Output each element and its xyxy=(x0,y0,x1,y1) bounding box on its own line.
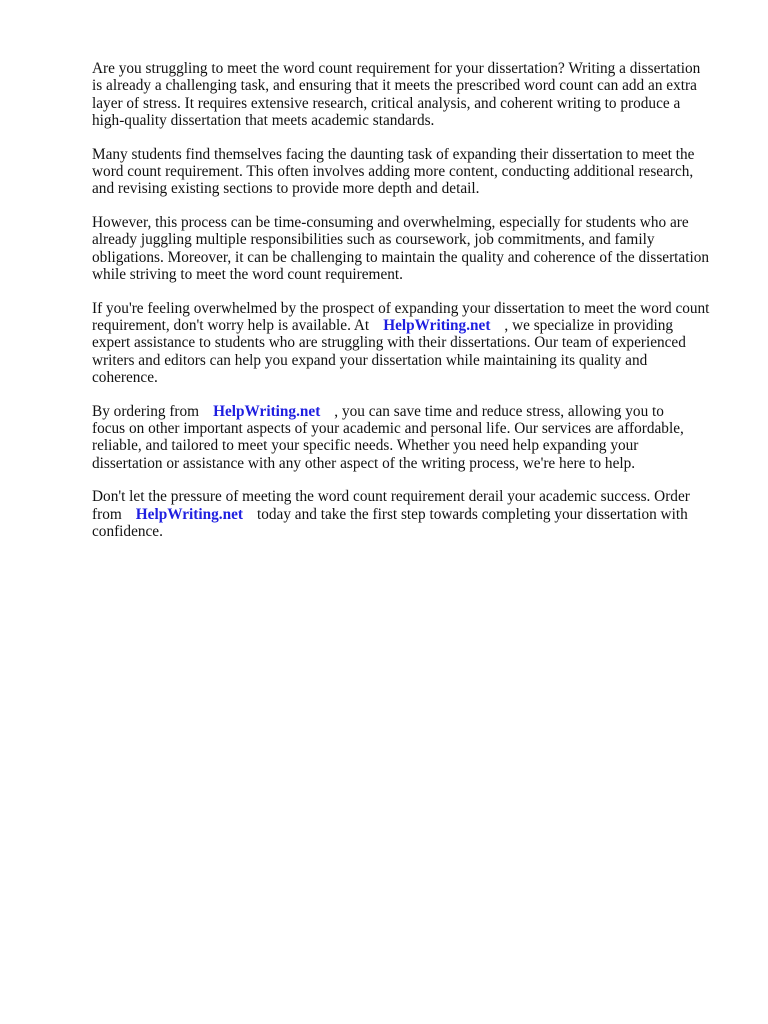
text-line: confidence. xyxy=(92,523,163,541)
text-line: focus on other important aspects of your academic and personal life. Our services are affordable, xyxy=(92,420,684,438)
text-line: while striving to meet the word count requirement. xyxy=(92,265,403,283)
text-line: Many students find themselves facing the daunting task of expanding their dissertation to meet the xyxy=(92,145,695,163)
text-line: word count requirement. This often involves adding more content, conducting additional research, xyxy=(92,162,694,180)
text-fragment: By ordering from xyxy=(92,402,200,420)
document-body xyxy=(92,60,732,557)
text-line: Are you struggling to meet the word count requirement for your dissertation? Writing a dissertation xyxy=(92,60,701,77)
text-line: reliable, and tailored to meet your specific needs. Whether you need help expanding your xyxy=(92,437,639,455)
paragraph-intro xyxy=(92,60,732,129)
helpwriting-link[interactable]: HelpWriting.net xyxy=(135,505,243,523)
text-fragment: today and take the first step towards completing your dissertation with xyxy=(256,505,688,523)
text-fragment: , we specialize in providing xyxy=(504,317,674,335)
text-line: coherence. xyxy=(92,368,158,386)
text-line xyxy=(92,403,732,420)
text-fragment: from xyxy=(92,505,122,523)
paragraph-ordering xyxy=(92,403,732,472)
text-line: obligations. Moreover, it can be challenging to maintain the quality and coherence of the dissertation xyxy=(92,248,710,266)
helpwriting-link[interactable]: HelpWriting.net xyxy=(213,402,321,420)
text-line: already juggling multiple responsibilities such as coursework, job commitments, and family xyxy=(92,231,655,249)
text-line: writers and editors can help you expand your dissertation while maintaining its quality and xyxy=(92,351,648,369)
paragraph-closing xyxy=(92,488,732,540)
text-line: dissertation or assistance with any other aspect of the writing process, we're here to help. xyxy=(92,454,636,472)
text-line: expert assistance to students who are struggling with their dissertations. Our team of experienced xyxy=(92,334,686,352)
text-fragment: , you can save time and reduce stress, allowing you to xyxy=(334,402,664,420)
text-line: Don't let the pressure of meeting the word count requirement derail your academic success. Order xyxy=(92,488,690,506)
text-line xyxy=(92,317,732,334)
text-line: If you're feeling overwhelmed by the prospect of expanding your dissertation to meet the word count xyxy=(92,299,710,317)
text-line: high-quality dissertation that meets academic standards. xyxy=(92,111,435,129)
text-line xyxy=(92,506,732,523)
text-line: However, this process can be time-consuming and overwhelming, especially for students who are xyxy=(92,214,689,232)
text-line: is already a challenging task, and ensuring that it meets the prescribed word count can add an extra xyxy=(92,77,697,95)
text-line: and revising existing sections to provide more depth and detail. xyxy=(92,180,480,198)
paragraph-students xyxy=(92,146,732,198)
paragraph-however xyxy=(92,214,732,283)
text-line: layer of stress. It requires extensive research, critical analysis, and coherent writing to produce a xyxy=(92,94,681,112)
text-fragment: requirement, don't worry help is available. At xyxy=(92,317,370,335)
helpwriting-link[interactable]: HelpWriting.net xyxy=(383,317,491,335)
paragraph-help xyxy=(92,300,732,386)
